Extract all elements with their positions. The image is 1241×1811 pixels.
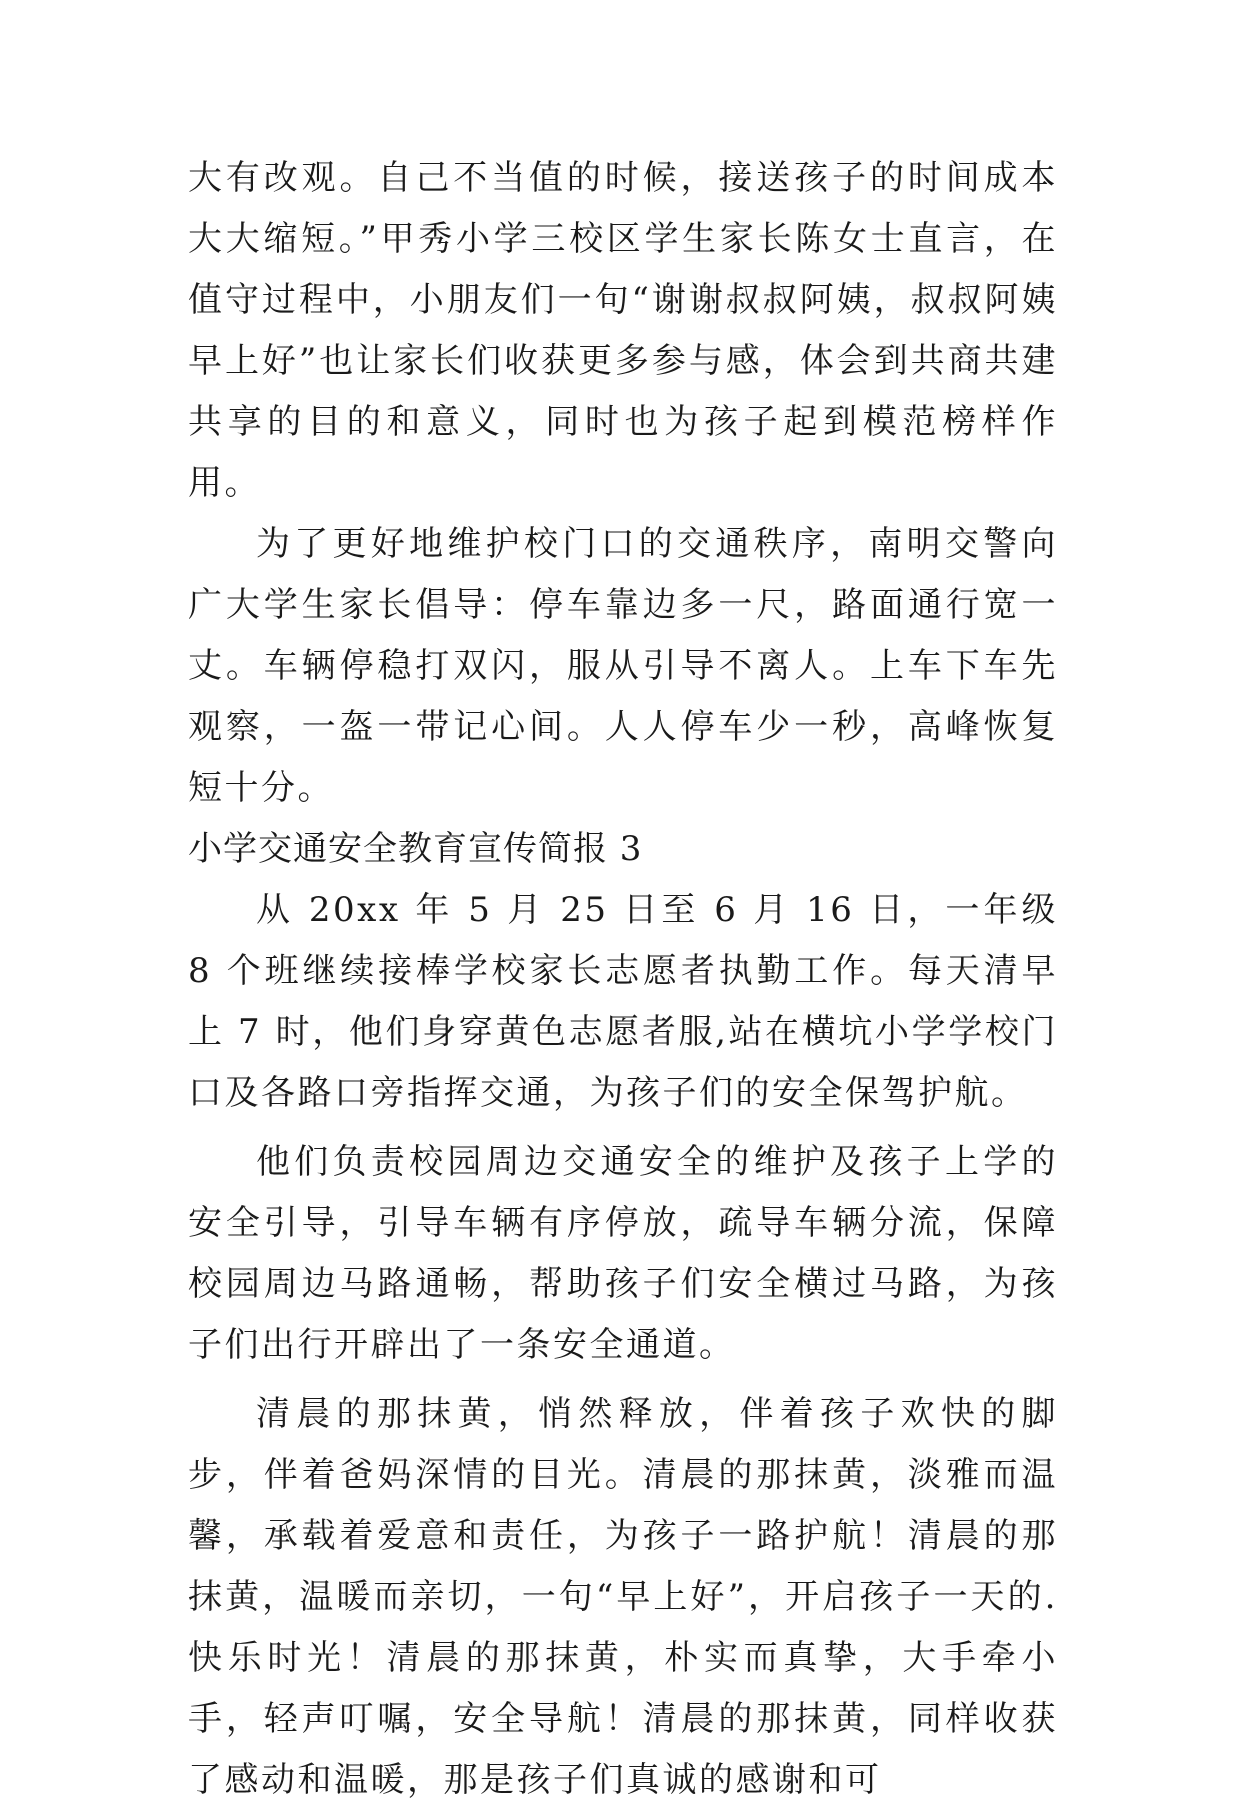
paragraph-parent-feedback: 大有改观。自己不当值的时候，接送孩子的时间成本大大缩短。”甲秀小学三校区学生家长陈女士直言，在值守过程中，小朋友们一句“谢谢叔叔阿姨，叔叔阿姨早上好”也让家长们收获更多参与感，体会到共商共建共享的目的和意义，同时也为孩子起到模范榜样作用。 bbox=[188, 158, 1058, 503]
paragraph-volunteer-duty: 从 20xx 年 5 月 25 日至 6 月 16 日，一年级 8 个班继续接棒学校家长志愿者执勤工作。每天清早上 7 时，他们身穿黄色志愿者服,站在横坑小学学校门口及各路口旁指挥交通，为孩子们的安全保驾护航。 bbox=[188, 890, 1058, 1113]
paragraph-morning-yellow: 清晨的那抹黄，悄然释放，伴着孩子欢快的脚步，伴着爸妈深情的目光。清晨的那抹黄，淡雅而温馨，承载着爱意和责任，为孩子一路护航！清晨的那抹黄，温暖而亲切，一句“早上好”，开启孩子一天的.快乐时光！清晨的那抹黄，朴实而真挚，大手牵小手，轻声叮嘱，安全导航！清晨的那抹黄，同样收获了感动和温暖，那是孩子们真诚的感谢和可 bbox=[188, 1394, 1058, 1800]
section-heading: 小学交通安全教育宣传简报 3 bbox=[188, 829, 643, 869]
document-body bbox=[188, 148, 1058, 1811]
paragraph-volunteer-tasks: 他们负责校园周边交通安全的维护及孩子上学的安全引导，引导车辆有序停放，疏导车辆分流，保障校园周边马路通畅，帮助孩子们安全横过马路，为孩子们出行开辟出了一条安全通道。 bbox=[188, 1142, 1058, 1365]
paragraph-traffic-police-advice: 为了更好地维护校门口的交通秩序，南明交警向广大学生家长倡导：停车靠边多一尺，路面通行宽一丈。车辆停稳打双闪，服从引导不离人。上车下车先观察，一盔一带记心间。人人停车少一秒，高峰恢复短十分。 bbox=[188, 524, 1058, 808]
